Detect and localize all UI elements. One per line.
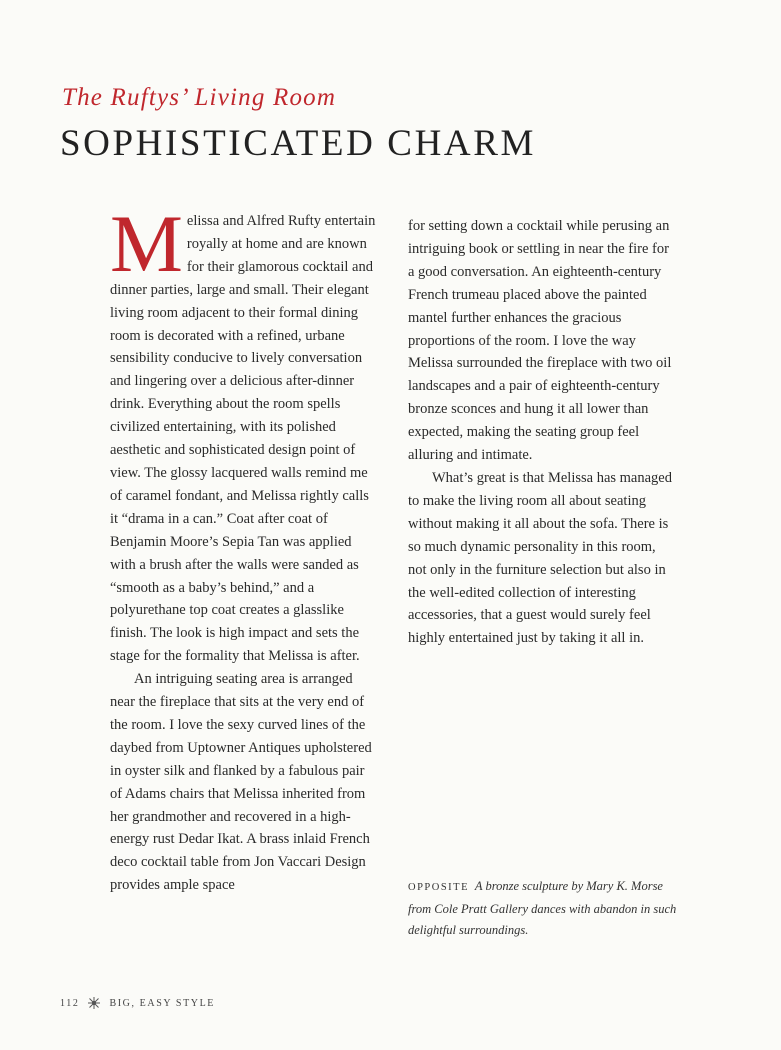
caption-text: A bronze sculpture by Mary K. Morse from Cole Pratt Gallery dances with abandon in such delightful surroundings. [408,879,677,937]
page-footer [60,996,215,1010]
page-title: SOPHISTICATED CHARM [60,123,536,164]
page-number: 112 [60,997,80,1009]
article-paragraph-2-continued: for setting down a cocktail while perusing an intriguing book or settling in near the fire for a good conversation. An eighteenth-century French trumeau placed above the painted mantel further enhances the gracious proportions of the room. I love the way Melissa surrounded the fireplace with two oil landscapes and a pair of eighteenth-century bronze sconces and hung it all lower than expected, making the seating group feel alluring and intimate. [408,218,672,464]
drop-cap: M [110,198,183,289]
article-column-left [110,198,378,897]
photo-caption [408,876,680,942]
article-paragraph-1 [110,198,378,668]
paragraph-1-text: elissa and Alfred Rufty entertain royally at home and are known for their glamorous cocktail and dinner parties, large and small. Their elegant living room adjacent to their formal dining room is decorated with a refined, urbane sensibility conducive to lively conversation and lingering over a delicious after-dinner drink. Everything about the room spells civilized entertaining, with its polished aesthetic and sophisticated design point of view. The glossy lacquered walls remind me of caramel fondant, and Melissa rightly calls it “drama in a can.” Coat after coat of Benjamin Moore’s Sepia Tan was applied with a brush after the walls were sanded as “smooth as a baby’s behind,” and a polyurethane top coat creates a glasslike finish. The look is high impact and sets the stage for the formality that Melissa is after. [110,213,376,665]
article-column-right [408,215,676,650]
section-kicker: The Ruftys’ Living Room [62,84,337,111]
caption-lead: OPPOSITE [408,882,470,893]
article-paragraph-3: What’s great is that Melissa has managed to make the living room all about seating without making it all about the sofa. There is so much dynamic personality in this room, not only in the furniture selection but also in the well-edited collection of interesting accessories, that a guest would surely feel highly entertained just by taking it all in. [408,469,672,647]
article-paragraph-2: An intriguing seating area is arranged near the fireplace that sits at the very end of the room. I love the sexy curved lines of the daybed from Uptowner Antiques upholstered in oyster silk and flanked by a fabulous pair of Adams chairs that Melissa inherited from her grandmother and recovered in a high-energy rust Dedar Ikat. A brass inlaid French deco cocktail table from Jon Vaccari Design provides ample space [110,671,372,894]
book-title: BIG, EASY STYLE [109,997,216,1009]
fleuron-icon [87,996,101,1010]
